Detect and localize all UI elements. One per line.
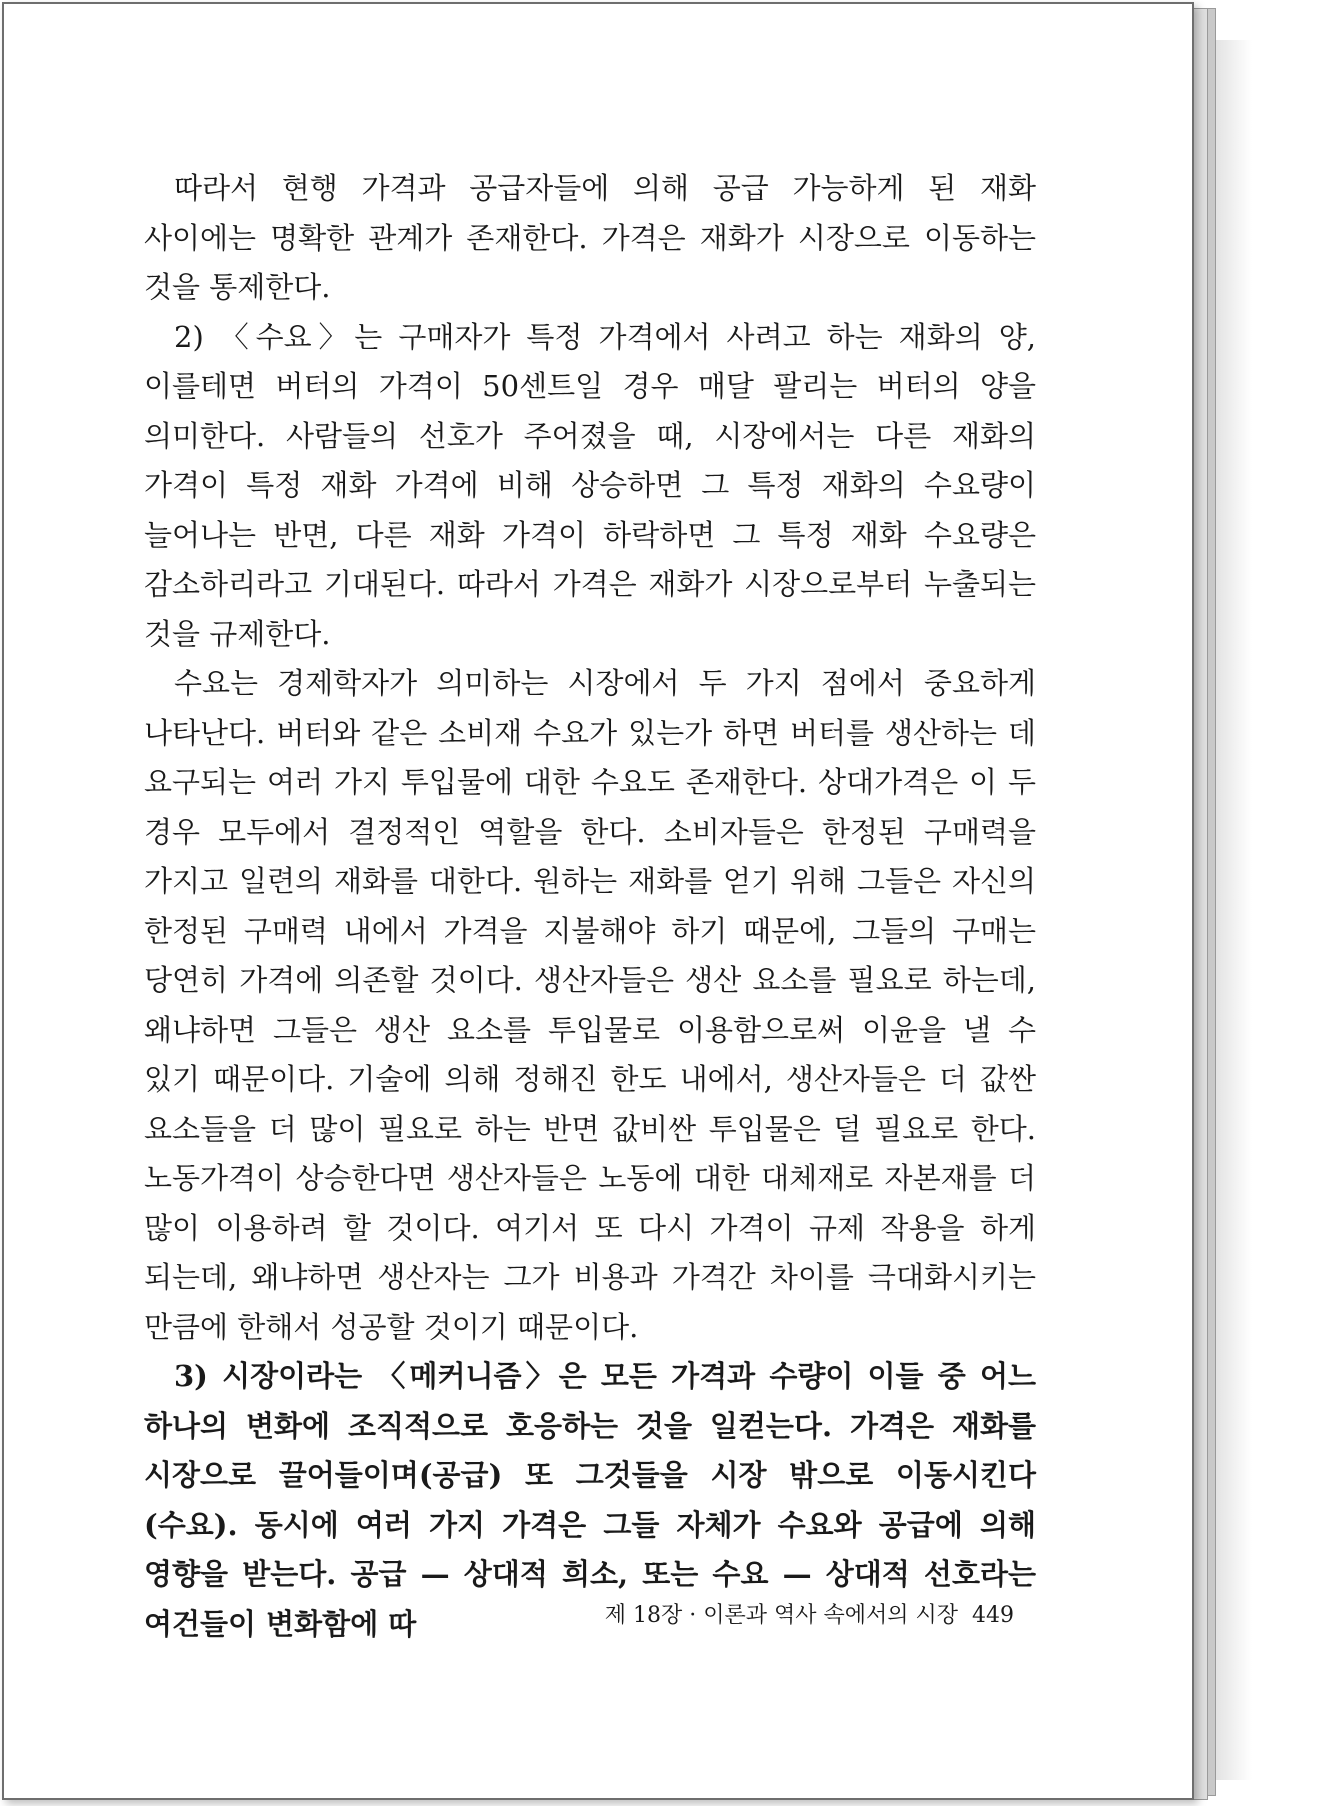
paragraph: 수요는 경제학자가 의미하는 시장에서 두 가지 점에서 중요하게 나타난다. 버터와 같은 소비재 수요가 있는가 하면 버터를 생산하는 데 요구되는 여러 가지 투입물에 대한 수요도 존재한다. 상대가격은 이 두 경우 모두에서 결정적인 역할을 한다. 소비자들은 한정된 구매력을 가지고 일련의 재화를 대한다. 원하는 재화를 얻기 위해 그들은 자신의 한정된 구매력 내에서 가격을 지불해야 하기 때문에, 그들의 구매는 당연히 가격에 의존할 것이다. 생산자들은 생산 요소를 필요로 하는데, 왜냐하면 그들은 생산 요소를 투입물로 이용함으로써 이윤을 낼 수 있기 때문이다. 기술에 의해 정해진 한도 내에서, 생산자들은 더 값싼 요소들을 더 많이 필요로 하는 반면 값비싼 투입물은 덜 필요로 한다. 노동가격이 상승한다면 생산자들은 노동에 대한 대체재로 자본재를 더 많이 이용하려 할 것이다. 여기서 또 다시 가격이 규제 작용을 하게 되는데, 왜냐하면 생산자는 그가 비용과 가격간 차이를 극대화시키는 만큼에 한해서 성공할 것이기 때문이다. bbox=[144, 666, 1036, 1344]
paragraph: 따라서 현행 가격과 공급자들에 의해 공급 가능하게 된 재화 사이에는 명확한 관계가 존재한다. 가격은 재화가 시장으로 이동하는 것을 통제한다. bbox=[144, 171, 1036, 304]
body-text bbox=[144, 164, 1036, 1649]
page-stack-shadow bbox=[1212, 40, 1252, 1780]
page-footer bbox=[144, 1598, 1014, 1629]
paragraph: 3) 시장이라는 〈메커니즘〉은 모든 가격과 수량이 이들 중 어느 하나의 변화에 조직적으로 호응하는 것을 일컫는다. 가격은 재화를 시장으로 끌어들이며(공급) 또 그것들을 시장 밖으로 이동시킨다(수요). 동시에 여러 가지 가격은 그들 자체가 수요와 공급에 의해 영향을 받는다. 공급 — 상대적 희소, 또는 수요 — 상대적 선호라는 여건들이 변화함에 따 bbox=[144, 1359, 1036, 1641]
page-number: 449 bbox=[972, 1603, 1014, 1628]
page-stack-edge bbox=[1192, 8, 1208, 1800]
book-page bbox=[2, 2, 1194, 1800]
running-title: 제 18장 · 이론과 역사 속에서의 시장 bbox=[604, 1603, 958, 1628]
paragraph: 2) 〈수요〉는 구매자가 특정 가격에서 사려고 하는 재화의 양, 이를테면 버터의 가격이 50센트일 경우 매달 팔리는 버터의 양을 의미한다. 사람들의 선호가 주어졌을 때, 시장에서는 다른 재화의 가격이 특정 재화 가격에 비해 상승하면 그 특정 재화의 수요량이 늘어나는 반면, 다른 재화 가격이 하락하면 그 특정 재화 수요량은 감소하리라고 기대된다. 따라서 가격은 재화가 시장으로부터 누출되는 것을 규제한다. bbox=[144, 319, 1036, 651]
